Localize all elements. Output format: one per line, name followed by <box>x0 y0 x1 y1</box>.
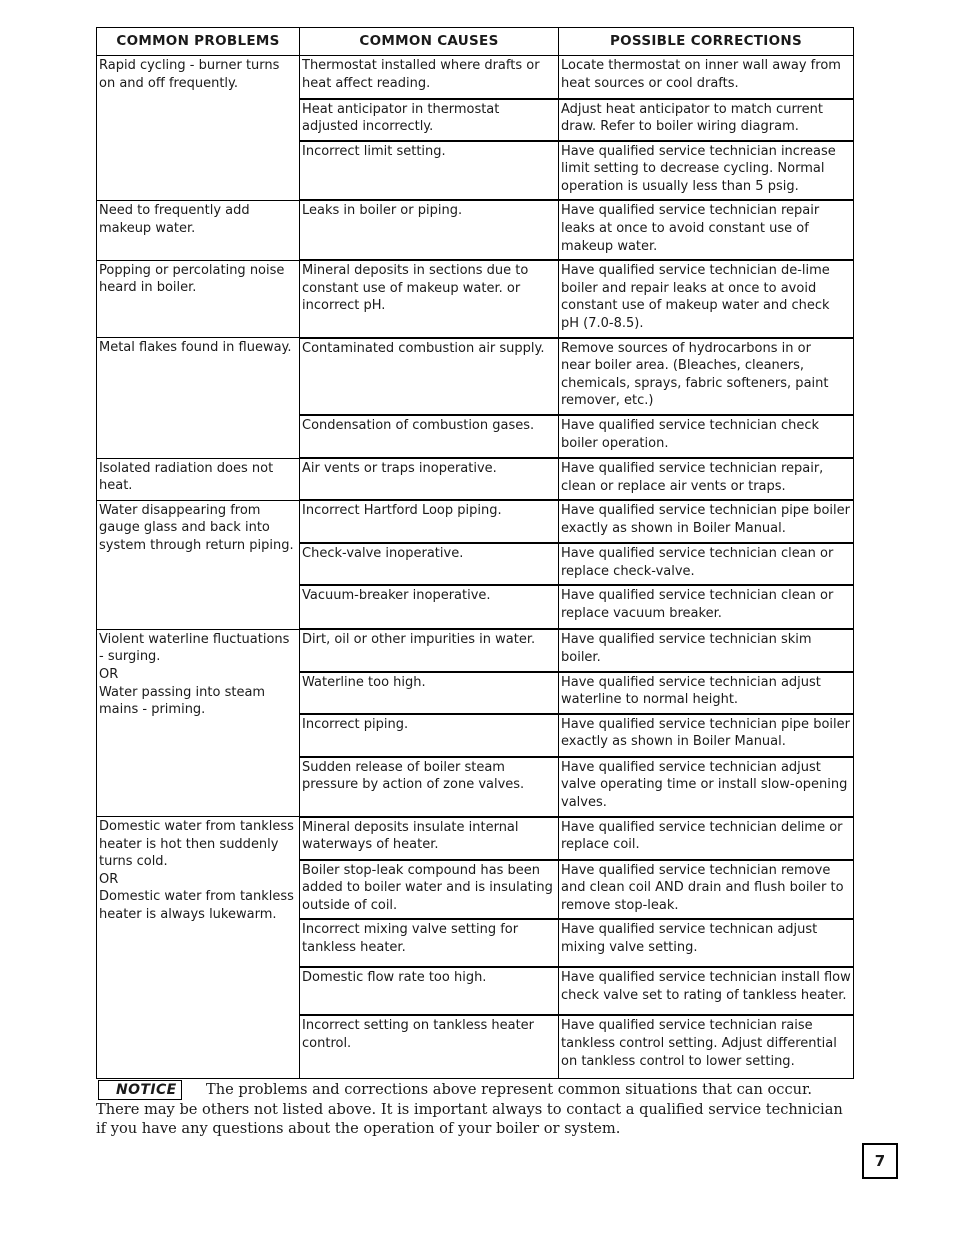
table-row <box>97 629 854 671</box>
cause-cell: Heat anticipator in thermostat adjusted incorrectly. <box>300 99 559 141</box>
notice-badge: NOTICE <box>98 1080 182 1100</box>
cause-cell: Incorrect Hartford Loop piping. <box>300 500 559 543</box>
cause-cell: Leaks in boiler or piping. <box>300 200 559 260</box>
problem-cell: Water disappearing from gauge glass and back into system through return piping. <box>97 500 300 629</box>
troubleshooting-table <box>96 27 854 1079</box>
header-common-causes: COMMON CAUSES <box>300 28 559 56</box>
cause-cell: Mineral deposits in sections due to constant use of makeup water. or incorrect pH. <box>300 260 559 337</box>
correction-cell: Have qualified service technician repair, clean or replace air vents or traps. <box>559 458 854 500</box>
cause-cell: Check-valve inoperative. <box>300 543 559 585</box>
correction-cell: Have qualified service technician clean or replace check-valve. <box>559 543 854 585</box>
problem-cell: Domestic water from tankless heater is hot then suddenly turns cold. OR Domestic water from tankless heater is always lukewarm. <box>97 817 300 1079</box>
table-body <box>97 56 854 1079</box>
correction-cell: Have qualified service technician adjust valve operating time or install slow-opening valves. <box>559 757 854 817</box>
correction-cell: Locate thermostat on inner wall away from heat sources or cool drafts. <box>559 56 854 99</box>
problem-cell: Isolated radiation does not heat. <box>97 458 300 500</box>
cause-cell: Air vents or traps inoperative. <box>300 458 559 500</box>
problem-cell: Metal flakes found in flueway. <box>97 338 300 458</box>
table-row <box>97 817 854 860</box>
page-number: 7 <box>862 1143 898 1179</box>
problem-cell: Need to frequently add makeup water. <box>97 200 300 260</box>
correction-cell: Have qualified service technician increase limit setting to decrease cycling. Normal operation is usually less than 5 psig. <box>559 141 854 201</box>
correction-cell: Remove sources of hydrocarbons in or near boiler area. (Bleaches, cleaners, chemicals, sprays, fabric softeners, paint remover, etc.) <box>559 338 854 415</box>
problem-cell: Rapid cycling - burner turns on and off frequently. <box>97 56 300 201</box>
cause-cell: Incorrect limit setting. <box>300 141 559 201</box>
correction-cell: Have qualified service technician clean or replace vacuum breaker. <box>559 585 854 629</box>
correction-cell: Have qualified service technician adjust waterline to normal height. <box>559 672 854 714</box>
correction-cell: Have qualified service technician pipe boiler exactly as shown in Boiler Manual. <box>559 714 854 757</box>
cause-cell: Boiler stop-leak compound has been added to boiler water and is insulating outside of coil. <box>300 860 559 920</box>
cause-cell: Sudden release of boiler steam pressure by action of zone valves. <box>300 757 559 817</box>
header-possible-corrections: POSSIBLE CORRECTIONS <box>559 28 854 56</box>
table-row <box>97 500 854 543</box>
problem-cell: Violent waterline fluctuations - surging. OR Water passing into steam mains - priming. <box>97 629 300 816</box>
correction-cell: Have qualified service technician repair leaks at once to avoid constant use of makeup water. <box>559 200 854 260</box>
cause-cell: Condensation of combustion gases. <box>300 415 559 458</box>
cause-cell: Dirt, oil or other impurities in water. <box>300 629 559 671</box>
cause-cell: Contaminated combustion air supply. <box>300 338 559 415</box>
table-row <box>97 56 854 99</box>
correction-cell: Adjust heat anticipator to match current draw. Refer to boiler wiring diagram. <box>559 99 854 141</box>
cause-cell: Incorrect piping. <box>300 714 559 757</box>
correction-cell: Have qualified service technican adjust mixing valve setting. <box>559 919 854 967</box>
table-row <box>97 338 854 415</box>
correction-cell: Have qualified service technician skim boiler. <box>559 629 854 671</box>
correction-cell: Have qualified service technician install flow check valve set to rating of tankless heater. <box>559 967 854 1015</box>
cause-cell: Thermostat installed where drafts or heat affect reading. <box>300 56 559 99</box>
cause-cell: Incorrect setting on tankless heater control. <box>300 1015 559 1078</box>
notice-text: The problems and corrections above represent common situations that can occur. There may be others not listed above. It is important always to contact a qualified service technician if you have any questions about the operation of your boiler or system. <box>96 1081 843 1138</box>
notice-block <box>96 1080 854 1139</box>
table-row <box>97 458 854 500</box>
correction-cell: Have qualified service technician delime or replace coil. <box>559 817 854 860</box>
header-common-problems: COMMON PROBLEMS <box>97 28 300 56</box>
table-row <box>97 260 854 337</box>
correction-cell: Have qualified service technician check boiler operation. <box>559 415 854 458</box>
correction-cell: Have qualified service technician de-lime boiler and repair leaks at once to avoid constant use of makeup water and check pH (7.0-8.5). <box>559 260 854 337</box>
correction-cell: Have qualified service technician raise tankless control setting. Adjust differential on tankless control to lower setting. <box>559 1015 854 1078</box>
cause-cell: Vacuum-breaker inoperative. <box>300 585 559 629</box>
cause-cell: Mineral deposits insulate internal waterways of heater. <box>300 817 559 860</box>
problem-cell: Popping or percolating noise heard in boiler. <box>97 260 300 337</box>
table-header-row <box>97 28 854 56</box>
cause-cell: Waterline too high. <box>300 672 559 714</box>
cause-cell: Domestic flow rate too high. <box>300 967 559 1015</box>
table-row <box>97 200 854 260</box>
cause-cell: Incorrect mixing valve setting for tankless heater. <box>300 919 559 967</box>
correction-cell: Have qualified service technician pipe boiler exactly as shown in Boiler Manual. <box>559 500 854 543</box>
correction-cell: Have qualified service technician remove and clean coil AND drain and flush boiler to remove stop-leak. <box>559 860 854 920</box>
